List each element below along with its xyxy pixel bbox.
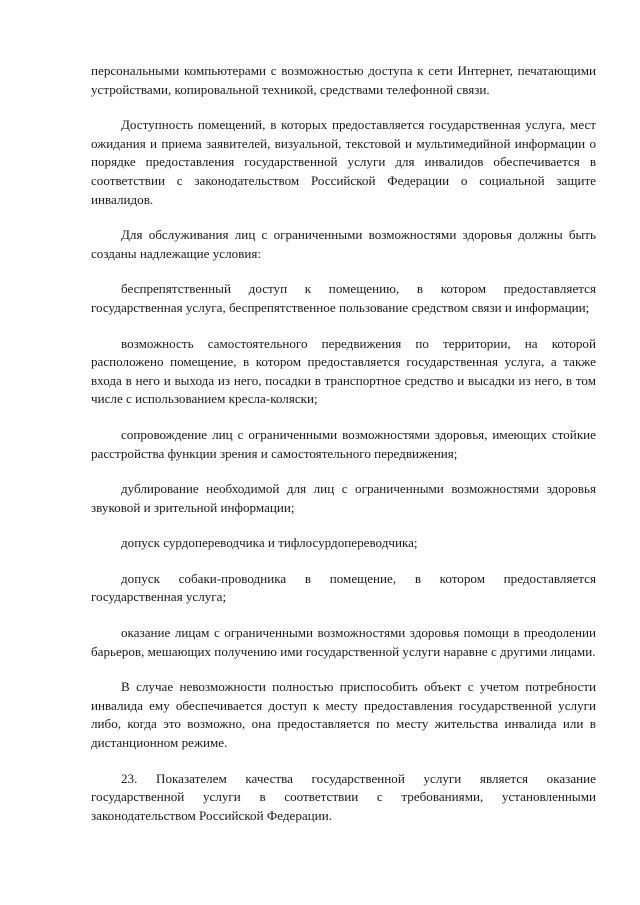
document-body	[91, 62, 596, 842]
paragraph-accessibility: Доступность помещений, в которых предоставляется государственная услуга, мест ожидания и приема заявителей, визуальной, текстовой и мультимедийной информации о порядке предоставления государственной услуги для инвалидов обеспечивается в соответствии с законодательством Российской Федерации о социальной защите инвалидов.	[91, 117, 596, 207]
paragraph-unobstructed-access: беспрепятственный доступ к помещению, в котором предоставляется государственная услуга, беспрепятственное пользование средством связи и информации;	[91, 281, 596, 315]
paragraph-independent-movement: возможность самостоятельного передвижения по территории, на которой расположено помещение, в котором предоставляется государственная услуга, а также входа в него и выхода из него, посадки в транспортное средство и высадки из него, в том числе с использованием кресла-коляски;	[91, 335, 596, 407]
paragraph-item-23: 23. Показателем качества государственной услуги является оказание государственной услуги в соответствии с требованиями, установленными законодательством Российской Федерации.	[91, 770, 596, 823]
paragraph-alternative-access: В случае невозможности полностью приспособить объект с учетом потребности инвалида ему обеспечивается доступ к месту предоставления государственной услуги либо, когда это возможно, она предоставляется по месту жительства инвалида или в дистанционном режиме.	[91, 679, 596, 751]
paragraph-duplication: дублирование необходимой для лиц с ограниченными возможностями здоровья звуковой и зрительной информации;	[91, 481, 596, 515]
paragraph-escort: сопровождение лиц с ограниченными возможностями здоровья, имеющих стойкие расстройства функции зрения и самостоятельного передвижения;	[91, 426, 596, 461]
paragraph-sign-interpreter: допуск сурдопереводчика и тифлосурдопереводчика;	[121, 535, 418, 551]
paragraph-conditions-intro: Для обслуживания лиц с ограниченными возможностями здоровья должны быть созданы надлежащие условия:	[91, 227, 596, 261]
paragraph-assistance: оказание лицам с ограниченными возможностями здоровья помощи в преодолении барьеров, мешающих получению ими государственной услуги наравне с другими лицами.	[91, 625, 596, 659]
paragraph-continuation: персональными компьютерами с возможностью доступа к сети Интернет, печатающими устройствами, копировальной техникой, средствами телефонной связи.	[91, 63, 596, 97]
paragraph-guide-dog: допуск собаки-проводника в помещение, в котором предоставляется государственная услуга;	[91, 570, 596, 605]
